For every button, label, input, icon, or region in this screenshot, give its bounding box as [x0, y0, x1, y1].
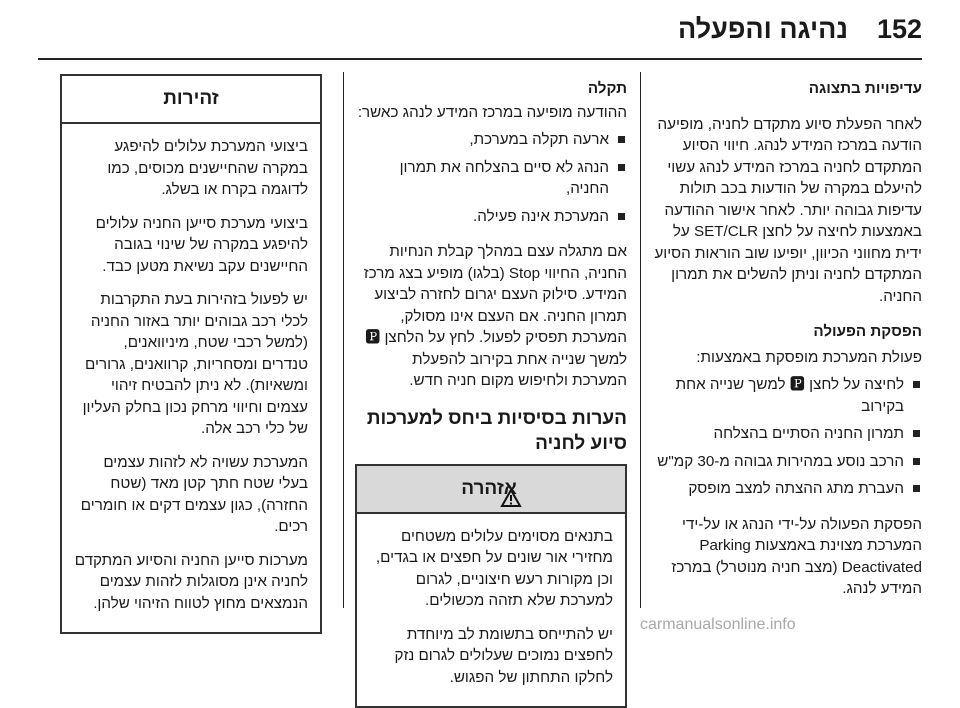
- caution-title: זהירות: [163, 88, 218, 110]
- list-item: הרכב נוסע במהירות גבוהה מ-30 קמ"ש: [652, 451, 922, 473]
- section-heading-deactivation: הפסקת הפעולה: [652, 321, 922, 343]
- page-title: נהיגה והפעלה: [678, 14, 848, 45]
- paragraph: לאחר הפעלת סיוע מתקדם לחניה, מופיעה הודעה במרכז המידע לנהג. חיווי הסיוע המתקדם לחניה במרכז המידע לנהג עשוי להיעלם במקרה של הודעות בכב תולות עדיפות גבוהה יותר. לאחר אישור ההודעה באמצעות לחיצה על לחצן SET/CLR על ידית מחווני הכיוון, יופיעו שוב הוראות הסיוע המתקדם לחניה וניתן להשלים את תמרון החניה.: [652, 114, 922, 308]
- caution-box: [60, 74, 322, 634]
- right-column: [652, 78, 922, 614]
- caution-body: [62, 124, 320, 632]
- paragraph: פעולת המערכת מופסקת באמצעות:: [652, 347, 922, 369]
- watermark: carmanualsonline.info: [640, 616, 796, 634]
- paragraph: יש להתייחס בתשומת לב מיוחדת לחפצים נמוכים שעלולים לגרום נזק לחלקו התחתון של הפגוש.: [369, 624, 613, 689]
- fault-list: [355, 129, 627, 227]
- warning-box: [355, 464, 627, 708]
- warning-title: אזהרה: [461, 478, 517, 500]
- page-header: [0, 0, 960, 58]
- list-item: ארעה תקלה במערכת,: [355, 129, 627, 151]
- paragraph: ביצועי מערכת סייען החניה עלולים להיפגע במקרה של שינוי בגובה החיישנים עקב נשיאת מטען כבד.: [74, 213, 308, 278]
- paragraph: מערכות סייען החניה והסיוע המתקדם לחניה אינן מסוגלות לזהות עצמים הנמצאים מחוץ לטווח הזיהוי שלהן.: [74, 550, 308, 615]
- section-heading-display-priorities: עדיפויות בתצוגה: [652, 78, 922, 100]
- page-number: 152: [877, 14, 922, 45]
- paragraph: המערכת עשויה לא לזהות עצמים בעלי שטח חתך קטן מאד (שטח החזרה), כגון עצמים דקים או חומרים רכים.: [74, 452, 308, 538]
- caution-header: [62, 76, 320, 124]
- paragraph: ההודעה מופיעה במרכז המידע לנהג כאשר:: [355, 102, 627, 124]
- warning-body: [357, 514, 625, 707]
- paragraph: בתנאים מסוימים עלולים משטחים מחזירי אור שונים על חפצים או בגדים, וכן מקורות רעש חיצוניים, לגרום למערכת שלא תזהה מכשולים.: [369, 526, 613, 612]
- list-item: העברת מתג ההצתה למצב מופסק: [652, 478, 922, 500]
- warning-header: [357, 466, 625, 514]
- column-divider-left: [343, 72, 344, 608]
- column-divider-right: [640, 72, 641, 608]
- list-item: המערכת אינה פעילה.: [355, 206, 627, 228]
- left-column: [60, 74, 322, 634]
- list-item: הנהג לא סיים בהצלחה את תמרון החניה,: [355, 157, 627, 200]
- paragraph: אם מתגלה עצם במהלך קבלת הנחיות החניה, החיווי Stop (בלגו) מופיע בצג מרכז המידע. סילוק העצם יגרום לחזרה לביצוע תמרון החניה. אם העצם אינו מסולק, המערכת תפסיק לפעול. לחץ על הלחצן 🅿 למשך שנייה אחת בקירוב להפעלת המערכת ולחיפוש מקום חניה חדש.: [355, 241, 627, 392]
- section-heading-basic-notes: הערות בסיסיות ביחס למערכות סיוע לחניה: [355, 406, 627, 456]
- paragraph: יש לפעול בזהירות בעת התקרבות לכלי רכב גבוהים יותר באזור החניה (למשל רכבי שטח, מיניוואנים, טנדרים ומסחריות, קרוואנים, גרורים ומשאיות). לא ניתן להבטיח זיהוי עצמים וחיווי מרחק נכון בחלק העליון של כלי רכב אלה.: [74, 289, 308, 440]
- header-divider: [38, 58, 922, 60]
- middle-column: [355, 78, 627, 708]
- paragraph: ביצועי המערכת עלולים להיפגע במקרה שהחיישנים מכוסים, כמו לדוגמה בקרח או בשלג.: [74, 136, 308, 201]
- list-item: לחיצה על לחצן 🅿 למשך שנייה אחת בקירוב: [652, 374, 922, 417]
- paragraph: הפסקת הפעולה על-ידי הנהג או על-ידי המערכת מצוינת באמצעות Parking Deactivated (מצב חניה מנוטרל) במרכז המידע לנהג.: [652, 514, 922, 600]
- deactivation-list: [652, 374, 922, 500]
- section-heading-fault: תקלה: [355, 78, 627, 100]
- list-item: תמרון החניה הסתיים בהצלחה: [652, 423, 922, 445]
